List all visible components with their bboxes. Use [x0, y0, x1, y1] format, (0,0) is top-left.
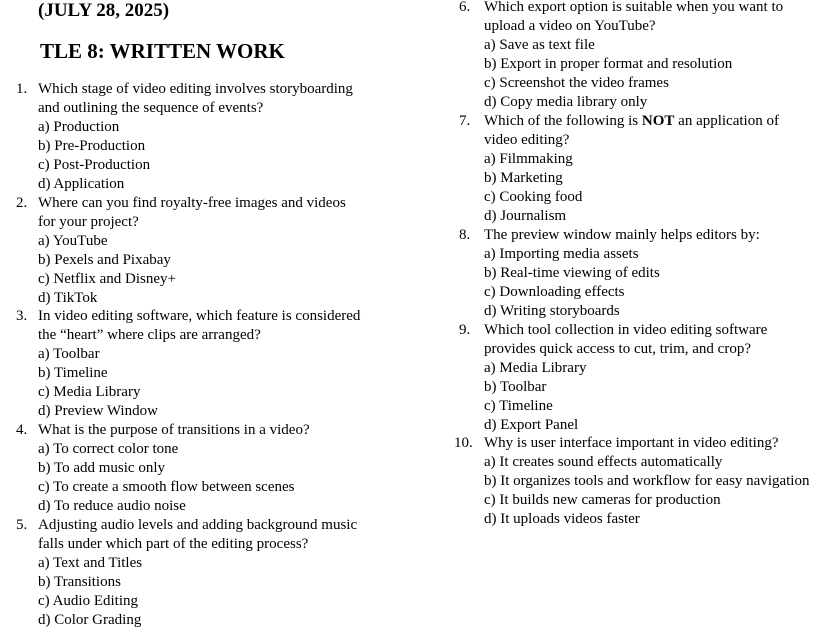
answer-option-d: d) Application [38, 176, 125, 192]
question-number: 1. [16, 81, 28, 97]
answer-option-b: b) To add music only [38, 460, 165, 476]
answer-option-d: d) It uploads videos faster [484, 511, 640, 527]
answer-option-a: a) Toolbar [38, 346, 100, 362]
question-text-line: What is the purpose of transitions in a video? [38, 422, 310, 438]
question-text-line: Which stage of video editing involves storyboarding [38, 81, 353, 97]
question-text-line: falls under which part of the editing process? [38, 536, 309, 552]
emphasis-not: NOT [641, 113, 675, 129]
answer-option-c: c) Downloading effects [484, 284, 625, 300]
answer-option-d: d) To reduce audio noise [38, 498, 186, 514]
answer-option-c: c) To create a smooth flow between scenes [38, 479, 295, 495]
answer-option-c: c) Timeline [484, 398, 553, 414]
answer-option-b: b) Transitions [38, 574, 121, 590]
answer-option-a: a) To correct color tone [38, 441, 179, 457]
answer-option-a: a) It creates sound effects automatically [484, 454, 723, 470]
question-4 [16, 421, 310, 516]
question-number: 8. [459, 227, 471, 243]
question-text-line: Where can you find royalty-free images and videos [38, 195, 346, 211]
answer-option-c: c) Audio Editing [38, 593, 138, 609]
question-text-part: Which of the following is [484, 113, 642, 129]
document-title: TLE 8: WRITTEN WORK [40, 39, 285, 63]
answer-option-b: b) Real-time viewing of edits [484, 265, 660, 281]
question-number: 3. [16, 308, 28, 324]
question-text-line: upload a video on YouTube? [484, 18, 656, 34]
answer-option-b: b) Toolbar [484, 379, 547, 395]
question-5 [16, 516, 358, 630]
answer-option-d: d) Color Grading [38, 612, 142, 628]
answer-option-d: d) Export Panel [484, 417, 579, 433]
question-text-part: an application of [674, 113, 779, 129]
question-number: 4. [16, 422, 28, 438]
answer-option-b: b) Pre-Production [38, 138, 146, 154]
answer-option-c: c) It builds new cameras for production [484, 492, 721, 508]
answer-option-b: b) Marketing [484, 170, 563, 186]
question-number: 5. [16, 517, 28, 533]
answer-option-b: b) Export in proper format and resolution [484, 56, 733, 72]
answer-option-a: a) Media Library [484, 360, 587, 376]
question-text-line: provides quick access to cut, trim, and crop? [484, 341, 751, 357]
document-date: (JULY 28, 2025) [38, 0, 170, 21]
answer-option-d: d) Preview Window [38, 403, 158, 419]
answer-option-b: b) It organizes tools and workflow for easy navigation [484, 473, 810, 489]
question-number: 10. [454, 435, 473, 451]
answer-option-b: b) Pexels and Pixabay [38, 252, 171, 268]
question-8 [459, 226, 760, 321]
question-text-line: Which export option is suitable when you want to [484, 0, 784, 15]
question-text-line: Adjusting audio levels and adding background music [38, 517, 358, 533]
question-2 [16, 194, 346, 308]
question-1 [16, 80, 353, 194]
answer-option-a: a) Production [38, 119, 120, 135]
answer-option-d: d) Writing storyboards [484, 303, 620, 319]
answer-option-a: a) Save as text file [484, 37, 595, 53]
question-text-line: video editing? [484, 132, 570, 148]
answer-option-c: c) Post-Production [38, 157, 151, 173]
question-number: 6. [459, 0, 471, 15]
answer-option-a: a) Filmmaking [484, 151, 573, 167]
question-text-line: Which tool collection in video editing software [484, 322, 768, 338]
answer-option-b: b) Timeline [38, 365, 108, 381]
answer-option-c: c) Cooking food [484, 189, 583, 205]
question-text-line [484, 112, 779, 131]
answer-option-c: c) Netflix and Disney+ [38, 271, 177, 287]
answer-option-d: d) Journalism [484, 208, 567, 224]
answer-option-a: a) YouTube [38, 233, 108, 249]
answer-option-c: c) Media Library [38, 384, 141, 400]
answer-option-c: c) Screenshot the video frames [484, 75, 669, 91]
answer-option-a: a) Text and Titles [38, 555, 143, 571]
question-text-line: and outlining the sequence of events? [38, 100, 264, 116]
question-number: 9. [459, 322, 471, 338]
question-6 [459, 0, 784, 112]
answer-option-a: a) Importing media assets [484, 246, 639, 262]
question-text-line: for your project? [38, 214, 139, 230]
question-10 [454, 434, 810, 529]
question-number: 2. [16, 195, 28, 211]
question-7 [459, 112, 779, 226]
question-text-line: Why is user interface important in video editing? [484, 435, 779, 451]
question-text-line: The preview window mainly helps editors by: [484, 227, 760, 243]
answer-option-d: d) TikTok [38, 290, 98, 306]
answer-option-d: d) Copy media library only [484, 94, 648, 110]
question-number: 7. [459, 113, 471, 129]
question-text-line: In video editing software, which feature is considered [38, 308, 361, 324]
question-9 [459, 321, 768, 435]
question-text-line: the “heart” where clips are arranged? [38, 327, 261, 343]
question-3 [16, 307, 361, 421]
